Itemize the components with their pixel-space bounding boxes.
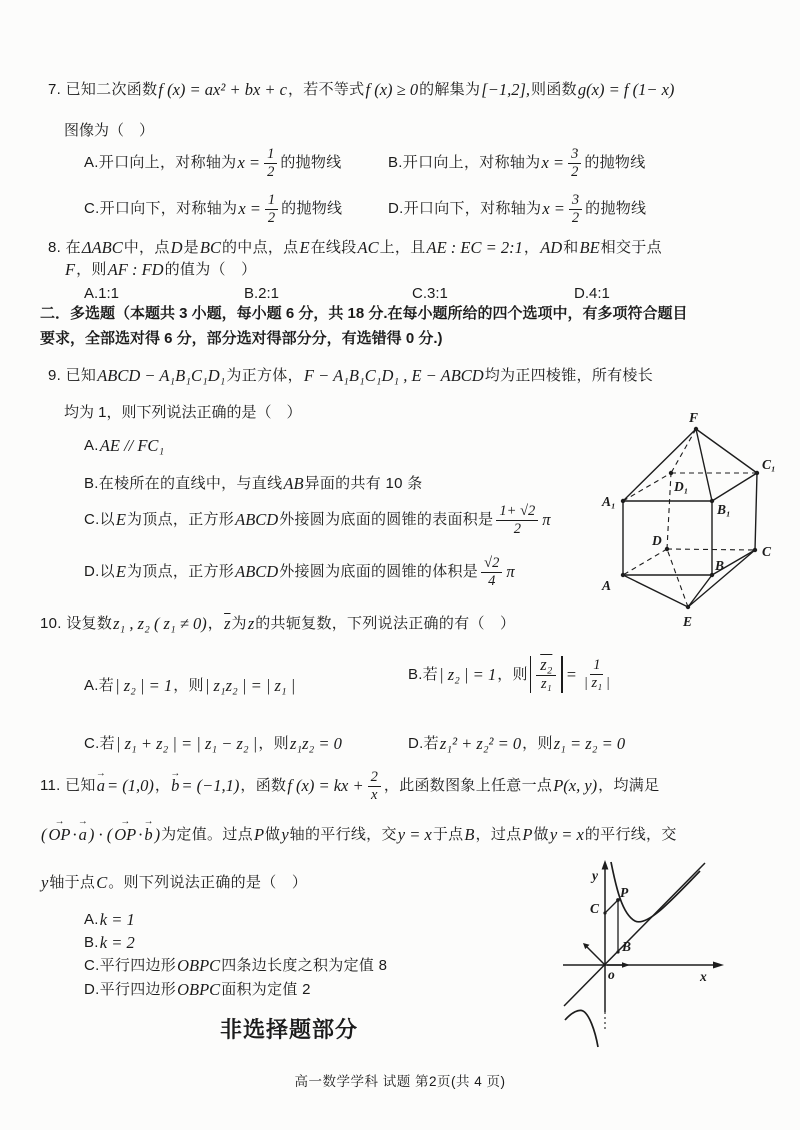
q11-option-c: C.平行四边形 OBPC 四条边长度之积为定值 8 <box>84 956 388 975</box>
q7-option-b: B.开口向上，对称轴为 x = $\frac{3}{2}$ 的抛物线 <box>388 146 646 180</box>
q9-option-a: A. AE // FC₁ <box>84 436 165 455</box>
axis-label-x: x <box>700 969 707 984</box>
q8-line-2: F ，则 AF : FD 的值为（ ） <box>65 260 257 279</box>
point-label-B: B <box>622 939 632 954</box>
vertex-label-C1: C₁ <box>762 457 776 472</box>
q7-option-d: D.开口向下，对称轴为 x = $\frac{3}{2}$ 的抛物线 <box>388 192 647 226</box>
cube-vertex-dots <box>621 427 759 609</box>
parallelogram-sides <box>605 900 618 952</box>
origin-label-o: o <box>608 967 615 982</box>
q9-option-b: B.在棱所在的直线中，与直线 AB 异面的共有 10 条 <box>84 474 423 493</box>
q7-option-a: A.开口向上，对称轴为 x = $\frac{1}{2}$ 的抛物线 <box>84 146 342 180</box>
q10-option-c: C.若 | z₁ + z₂ | = | z₁ − z₂ | ，则 z₁z₂ = 0 <box>84 734 342 753</box>
q11-graph-figure <box>552 852 752 1064</box>
section2-header-line-1: 二．多选题（本题共 3 小题，每小题 6 分，共 18 分.在每小题所给的四个选项中，有多项符合题目 <box>40 305 688 322</box>
q11-line-1: 11. 已知 a → = (1,0) ， b → = (−1,1) ，函数 f (x) = kx + $\frac{2}{x}$ ，此函数图象上任意一点 P(x, y) ，均满足 <box>40 769 659 803</box>
q10-option-b: B.若 | z₂ | = 1 ，则 $\frac{\text{z₂}}{\text{z₁}}$ = $\frac{1}{\text{| z₁ |}}$ <box>408 655 610 692</box>
q7-option-c: C.开口向下，对称轴为 x = $\frac{1}{2}$ 的抛物线 <box>84 192 343 226</box>
non-mc-section-heading: 非选择题部分 <box>220 1017 359 1042</box>
axis-label-y: y <box>592 868 598 883</box>
cube-hidden-edges <box>623 429 757 607</box>
q8-option-d: D.4:1 <box>574 285 610 302</box>
q10-line-1: 10. 设复数 z₁ , z₂ ( z₁ ≠ 0) ， $\overline{z}$ 为 z 的共轭复数，下列说法正确的有（ ） <box>40 614 516 633</box>
q9-cube-pyramid-figure <box>586 398 786 640</box>
q10-option-d: D.若 z₁² + z₂² = 0 ，则 z₁ = z₂ = 0 <box>408 734 626 753</box>
q8-line-1: 8. 在 ΔABC 中，点 D 是 BC 的中点，点 E 在线段 AC 上，且 AE : EC = 2:1 ， AD 和 BE 相交于点 <box>48 238 662 257</box>
point-label-P: P <box>620 885 629 900</box>
q9-line-1: 9. 已知 ABCD − A₁B₁C₁D₁ 为正方体， F − A₁B₁C₁D₁ , E − ABCD 均为正四棱锥，所有棱长 <box>48 366 654 385</box>
q8-option-a: A.1:1 <box>84 285 120 302</box>
vertex-label-D1: D₁ <box>674 479 689 494</box>
cube-vertex-labels <box>601 410 776 629</box>
graph-labels <box>590 868 707 984</box>
vertex-label-E: E <box>683 614 693 629</box>
q11-line-2: ( OP → · a → ) · ( OP → · b → ) 为定值。过点 P 做 y 轴的平行线，交 y = x 于点 B ，过点 P 做 y = x 的平行线，交 <box>40 824 677 845</box>
vertex-label-B1: B₁ <box>717 502 731 517</box>
q9-option-d: D.以 E 为顶点，正方形 ABCD 外接圆为底面的圆锥的体积是 $\frac{√2}{4}$ π <box>84 555 515 589</box>
cube-solid-edges <box>623 429 757 607</box>
section2-header-line-2: 要求，全部选对得 6 分，部分选对得部分分，有选错得 0 分.) <box>40 330 443 347</box>
q9-line-2: 均为 1，则下列说法正确的是（ ） <box>64 404 302 421</box>
q7-line-2: 图像为（ ） <box>64 122 155 139</box>
q8-option-c: C.3:1 <box>412 285 448 302</box>
vertex-label-D: D <box>652 533 662 548</box>
vertex-label-C: C <box>762 544 772 559</box>
q11-option-b: B. k = 2 <box>84 933 135 952</box>
q10-option-a: A.若 | z₂ | = 1 ，则 | z₁z₂ | = | z₁ | <box>84 676 296 695</box>
graph-curve <box>565 862 700 1047</box>
q11-option-d: D.平行四边形 OBPC 面积为定值 2 <box>84 980 311 999</box>
q9-option-c: C.以 E 为顶点，正方形 ABCD 外接圆为底面的圆锥的表面积是 $\frac{1+ √2}{2}$ π <box>84 503 551 537</box>
q11-option-a: A. k = 1 <box>84 910 135 929</box>
q8-option-b: B.2:1 <box>244 285 280 302</box>
q11-line-3: y 轴于点 C 。则下列说法正确的是（ ） <box>41 873 308 892</box>
graph-line-y-equals-x <box>564 863 705 1006</box>
vertex-label-F: F <box>689 410 699 425</box>
point-label-C: C <box>590 901 600 916</box>
vertex-label-A1: A₁ <box>602 494 616 509</box>
page-footer: 高一数学学科 试题 第2页(共 4 页) <box>294 1074 506 1089</box>
vertex-label-B: B <box>715 558 725 573</box>
q7-line-1: 7. 已知二次函数 f (x) = ax² + bx + c ，若不等式 f (x) ≥ 0 的解集为 [−1,2], 则函数 g(x) = f (1− x) <box>48 80 675 99</box>
vertex-label-A: A <box>602 578 612 593</box>
